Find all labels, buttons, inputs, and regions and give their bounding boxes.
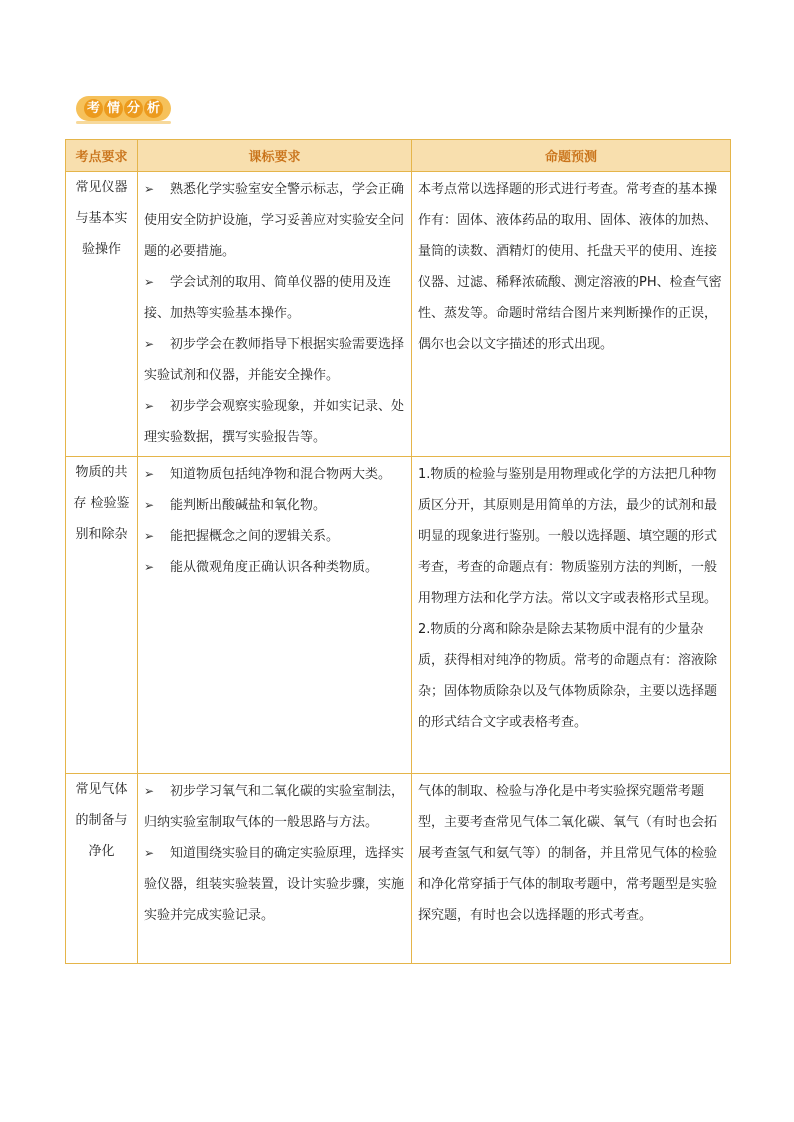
- requirement-text: 知道物质包括纯净物和混合物两大类。: [170, 467, 392, 482]
- requirement-item: [144, 267, 405, 329]
- requirement-text: 熟悉化学实验室安全警示标志，学会正确使用安全防护设施，学习妥善应对实验安全问题的必要措施。: [144, 182, 405, 259]
- topic-cell: 常见气体的制备与净化: [66, 774, 138, 964]
- table-row: [66, 774, 731, 964]
- requirement-item: [144, 329, 405, 391]
- prediction-paragraph: 本考点常以选择题的形式进行考查。常考查的基本操作有：固体、液体药品的取用、固体、液体的加热、量筒的读数、酒精灯的使用、托盘天平的使用、连接仪器、过滤、稀释浓硫酸、测定溶液的PH、检查气密性、蒸发等。命题时常结合图片来判断操作的正误，偶尔也会以文字描述的形式出现。: [418, 182, 722, 352]
- table-row: [66, 457, 731, 774]
- prediction-cell: [412, 172, 731, 457]
- requirement-text: 知道围绕实验目的确定实验原理，选择实验仪器，组装实验装置，设计实验步骤，实施实验并完成实验记录。: [144, 846, 405, 923]
- arrow-bullet-icon: ➢: [144, 182, 155, 196]
- requirement-item: [144, 490, 405, 521]
- requirements-cell: [138, 172, 412, 457]
- requirements-cell: [138, 774, 412, 964]
- prediction-cell: [412, 774, 731, 964]
- arrow-bullet-icon: ➢: [144, 467, 155, 481]
- arrow-bullet-icon: ➢: [144, 784, 155, 798]
- table-row: [66, 172, 731, 457]
- requirement-text: 能把握概念之间的逻辑关系。: [170, 529, 340, 544]
- requirement-text: 能判断出酸碱盐和氧化物。: [170, 498, 327, 513]
- badge-char: 分: [124, 99, 143, 118]
- arrow-bullet-icon: ➢: [144, 846, 155, 860]
- requirement-text: 学会试剂的取用、简单仪器的使用及连接、加热等实验基本操作。: [144, 275, 392, 321]
- badge-char: 析: [144, 99, 163, 118]
- arrow-bullet-icon: ➢: [144, 560, 155, 574]
- arrow-bullet-icon: ➢: [144, 399, 155, 413]
- prediction-paragraph: 1.物质的检验与鉴别是用物理或化学的方法把几种物质区分开，其原则是用简单的方法，最少的试剂和最明显的现象进行鉴别。一般以选择题、填空题的形式考查，考查的命题点有：物质鉴别方法的判断，一般用物理方法和化学方法。常以文字或表格形式呈现。: [418, 467, 718, 606]
- badge-underline: [76, 121, 171, 124]
- arrow-bullet-icon: ➢: [144, 529, 155, 543]
- requirements-cell: [138, 457, 412, 774]
- prediction-paragraph: 2.物质的分离和除杂是除去某物质中混有的少量杂质，获得相对纯净的物质。常考的命题点有：溶液除杂；固体物质除杂以及气体物质除杂，主要以选择题的形式结合文字或表格考查。: [418, 622, 718, 730]
- requirement-item: [144, 521, 405, 552]
- header-requirements: 课标要求: [138, 140, 412, 172]
- arrow-bullet-icon: ➢: [144, 498, 155, 512]
- arrow-bullet-icon: ➢: [144, 337, 155, 351]
- prediction-cell: [412, 457, 731, 774]
- requirement-item: [144, 552, 405, 583]
- table-header-row: [66, 140, 731, 172]
- topic-cell: 物质的共存 检验鉴别和除杂: [66, 457, 138, 774]
- badge-char: 情: [104, 99, 123, 118]
- badge-char: 考: [84, 99, 103, 118]
- exam-analysis-table: [65, 139, 731, 964]
- arrow-bullet-icon: ➢: [144, 275, 155, 289]
- requirement-text: 能从微观角度正确认识各种类物质。: [170, 560, 379, 575]
- header-prediction: 命题预测: [412, 140, 731, 172]
- requirement-item: [144, 391, 405, 453]
- requirement-item: [144, 776, 405, 838]
- topic-cell: 常见仪器与基本实验操作: [66, 172, 138, 457]
- section-badge: [76, 94, 171, 122]
- header-topic: 考点要求: [66, 140, 138, 172]
- section-badge-pill: [76, 96, 171, 121]
- requirement-item: [144, 174, 405, 267]
- requirement-item: [144, 838, 405, 931]
- requirement-text: 初步学会观察实验现象，并如实记录、处理实验数据，撰写实验报告等。: [144, 399, 405, 445]
- requirement-text: 初步学会在教师指导下根据实验需要选择实验试剂和仪器，并能安全操作。: [144, 337, 405, 383]
- requirement-item: [144, 459, 405, 490]
- requirement-text: 初步学习氧气和二氧化碳的实验室制法，归纳实验室制取气体的一般思路与方法。: [144, 784, 405, 830]
- prediction-paragraph: 气体的制取、检验与净化是中考实验探究题常考题型，主要考查常见气体二氧化碳、氧气（有时也会拓展考查氢气和氨气等）的制备，并且常见气体的检验和净化常穿插于气体的制取考题中，常考题型是实验探究题，有时也会以选择题的形式考查。: [418, 784, 718, 923]
